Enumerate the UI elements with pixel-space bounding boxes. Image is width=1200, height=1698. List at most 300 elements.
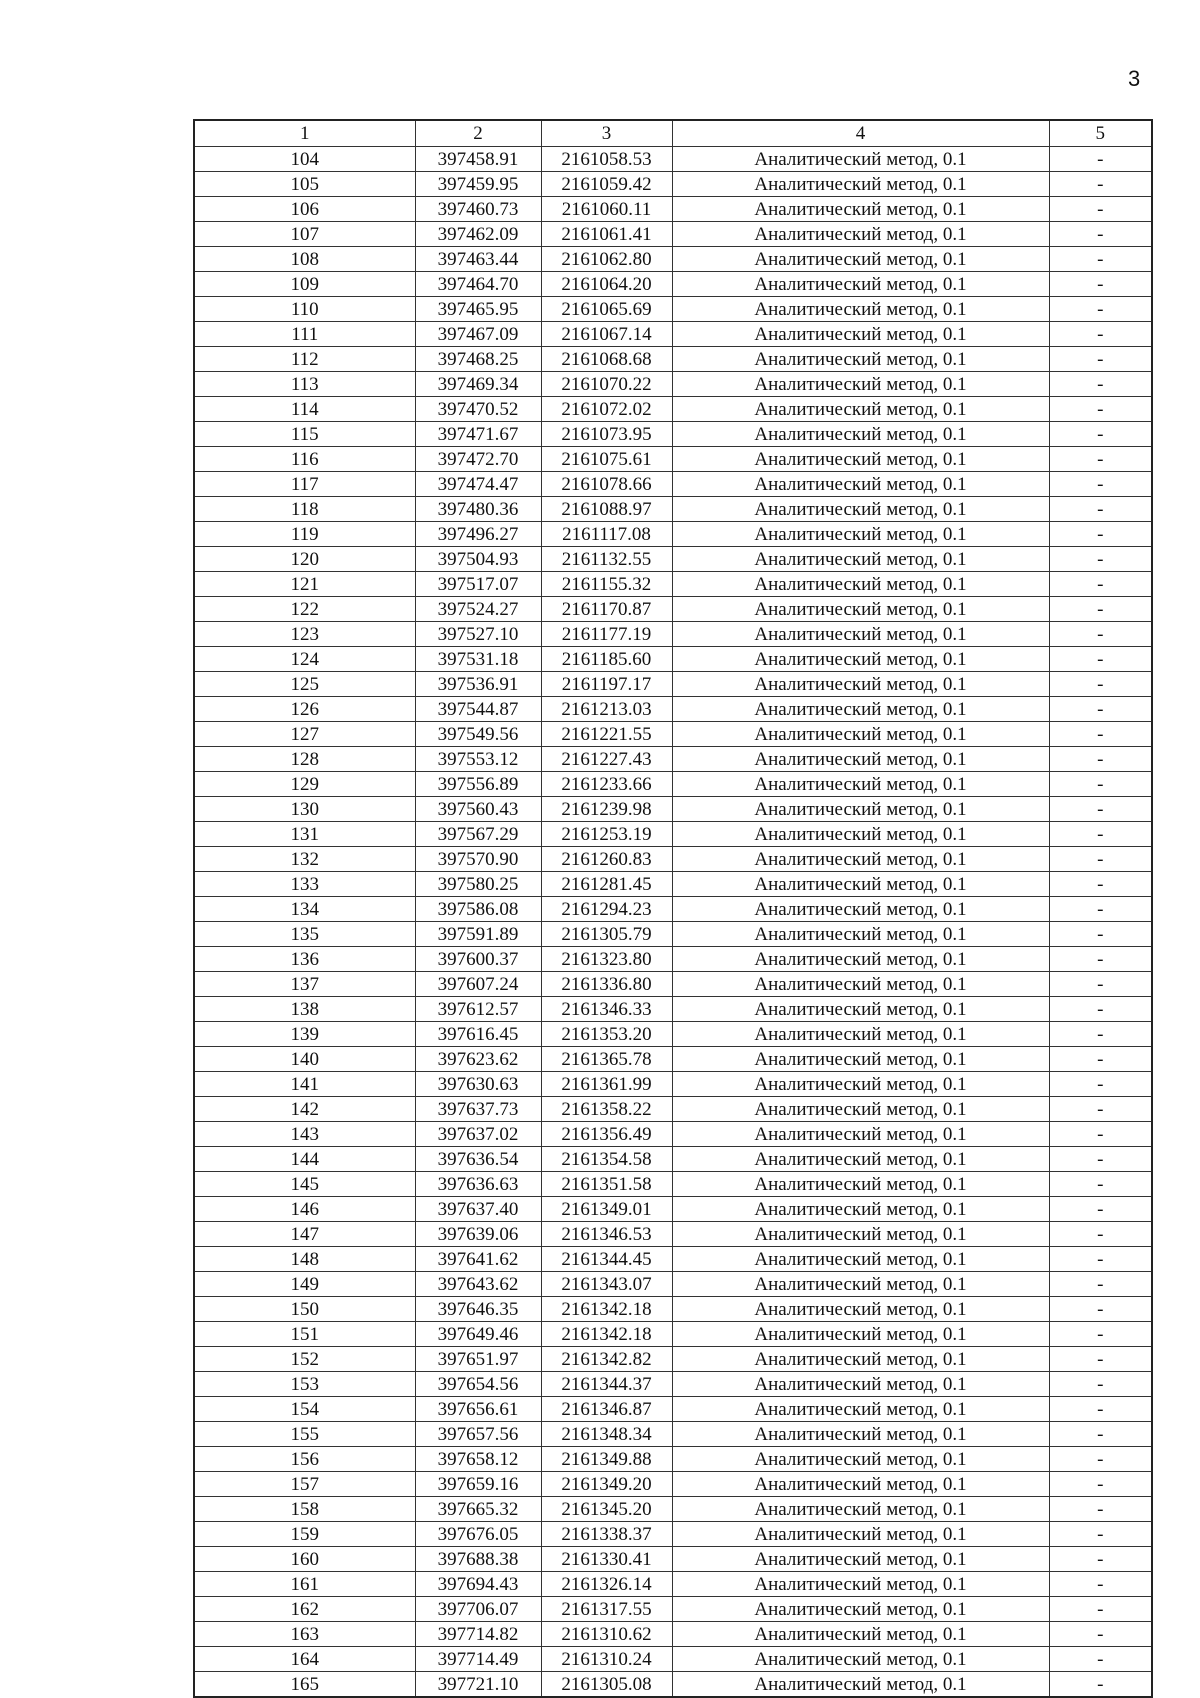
y-coordinate-cell: 2161253.19 [541, 822, 672, 847]
y-coordinate-cell: 2161075.61 [541, 447, 672, 472]
x-coordinate-cell: 397458.91 [415, 147, 541, 172]
x-coordinate-cell: 397600.37 [415, 947, 541, 972]
table-row [194, 647, 1152, 672]
note-cell: - [1049, 922, 1152, 947]
method-cell: Аналитический метод, 0.1 [672, 1447, 1049, 1472]
point-number-cell: 114 [194, 397, 415, 422]
point-number-cell: 136 [194, 947, 415, 972]
note-cell: - [1049, 372, 1152, 397]
table-row [194, 547, 1152, 572]
point-number-cell: 158 [194, 1497, 415, 1522]
method-cell: Аналитический метод, 0.1 [672, 1222, 1049, 1247]
method-cell: Аналитический метод, 0.1 [672, 1347, 1049, 1372]
point-number-cell: 105 [194, 172, 415, 197]
table-row [194, 922, 1152, 947]
point-number-cell: 160 [194, 1547, 415, 1572]
y-coordinate-cell: 2161349.01 [541, 1197, 672, 1222]
y-coordinate-cell: 2161155.32 [541, 572, 672, 597]
table-row [194, 1147, 1152, 1172]
note-cell: - [1049, 1072, 1152, 1097]
method-cell: Аналитический метод, 0.1 [672, 1572, 1049, 1597]
y-coordinate-cell: 2161349.88 [541, 1447, 672, 1472]
note-cell: - [1049, 1172, 1152, 1197]
x-coordinate-cell: 397643.62 [415, 1272, 541, 1297]
note-cell: - [1049, 1497, 1152, 1522]
x-coordinate-cell: 397459.95 [415, 172, 541, 197]
note-cell: - [1049, 972, 1152, 997]
point-number-cell: 165 [194, 1672, 415, 1698]
y-coordinate-cell: 2161227.43 [541, 747, 672, 772]
table-row [194, 1247, 1152, 1272]
method-cell: Аналитический метод, 0.1 [672, 247, 1049, 272]
point-number-cell: 162 [194, 1597, 415, 1622]
y-coordinate-cell: 2161072.02 [541, 397, 672, 422]
note-cell: - [1049, 247, 1152, 272]
method-cell: Аналитический метод, 0.1 [672, 897, 1049, 922]
y-coordinate-cell: 2161070.22 [541, 372, 672, 397]
y-coordinate-cell: 2161338.37 [541, 1522, 672, 1547]
point-number-cell: 108 [194, 247, 415, 272]
point-number-cell: 110 [194, 297, 415, 322]
y-coordinate-cell: 2161061.41 [541, 222, 672, 247]
note-cell: - [1049, 497, 1152, 522]
table-row [194, 1422, 1152, 1447]
y-coordinate-cell: 2161117.08 [541, 522, 672, 547]
table-row [194, 1447, 1152, 1472]
method-cell: Аналитический метод, 0.1 [672, 372, 1049, 397]
note-cell: - [1049, 822, 1152, 847]
note-cell: - [1049, 622, 1152, 647]
method-cell: Аналитический метод, 0.1 [672, 172, 1049, 197]
y-coordinate-cell: 2161177.19 [541, 622, 672, 647]
note-cell: - [1049, 947, 1152, 972]
point-number-cell: 126 [194, 697, 415, 722]
method-cell: Аналитический метод, 0.1 [672, 1597, 1049, 1622]
point-number-cell: 141 [194, 1072, 415, 1097]
point-number-cell: 113 [194, 372, 415, 397]
table-row [194, 322, 1152, 347]
table-row [194, 1347, 1152, 1372]
table-row [194, 372, 1152, 397]
table-row [194, 1672, 1152, 1698]
point-number-cell: 129 [194, 772, 415, 797]
method-cell: Аналитический метод, 0.1 [672, 1272, 1049, 1297]
method-cell: Аналитический метод, 0.1 [672, 847, 1049, 872]
x-coordinate-cell: 397706.07 [415, 1597, 541, 1622]
note-cell: - [1049, 222, 1152, 247]
table-row [194, 347, 1152, 372]
x-coordinate-cell: 397468.25 [415, 347, 541, 372]
method-cell: Аналитический метод, 0.1 [672, 1072, 1049, 1097]
x-coordinate-cell: 397467.09 [415, 322, 541, 347]
note-cell: - [1049, 1322, 1152, 1347]
table-row [194, 297, 1152, 322]
table-row [194, 722, 1152, 747]
method-cell: Аналитический метод, 0.1 [672, 722, 1049, 747]
table-row [194, 847, 1152, 872]
y-coordinate-cell: 2161281.45 [541, 872, 672, 897]
note-cell: - [1049, 1197, 1152, 1222]
method-cell: Аналитический метод, 0.1 [672, 1622, 1049, 1647]
method-cell: Аналитический метод, 0.1 [672, 1397, 1049, 1422]
point-number-cell: 149 [194, 1272, 415, 1297]
note-cell: - [1049, 722, 1152, 747]
y-coordinate-cell: 2161346.53 [541, 1222, 672, 1247]
note-cell: - [1049, 772, 1152, 797]
y-coordinate-cell: 2161068.68 [541, 347, 672, 372]
x-coordinate-cell: 397556.89 [415, 772, 541, 797]
y-coordinate-cell: 2161348.34 [541, 1422, 672, 1447]
y-coordinate-cell: 2161170.87 [541, 597, 672, 622]
column-header-1: 1 [194, 120, 415, 147]
point-number-cell: 124 [194, 647, 415, 672]
x-coordinate-cell: 397616.45 [415, 1022, 541, 1047]
method-cell: Аналитический метод, 0.1 [672, 1497, 1049, 1522]
method-cell: Аналитический метод, 0.1 [672, 1097, 1049, 1122]
point-number-cell: 131 [194, 822, 415, 847]
point-number-cell: 109 [194, 272, 415, 297]
note-cell: - [1049, 872, 1152, 897]
note-cell: - [1049, 297, 1152, 322]
y-coordinate-cell: 2161326.14 [541, 1572, 672, 1597]
column-header-2: 2 [415, 120, 541, 147]
table-header [194, 120, 1152, 147]
point-number-cell: 123 [194, 622, 415, 647]
y-coordinate-cell: 2161351.58 [541, 1172, 672, 1197]
table-row [194, 1372, 1152, 1397]
point-number-cell: 130 [194, 797, 415, 822]
x-coordinate-cell: 397646.35 [415, 1297, 541, 1322]
note-cell: - [1049, 897, 1152, 922]
table-row [194, 447, 1152, 472]
point-number-cell: 144 [194, 1147, 415, 1172]
table-row [194, 1297, 1152, 1322]
point-number-cell: 107 [194, 222, 415, 247]
note-cell: - [1049, 522, 1152, 547]
point-number-cell: 142 [194, 1097, 415, 1122]
x-coordinate-cell: 397524.27 [415, 597, 541, 622]
note-cell: - [1049, 1272, 1152, 1297]
method-cell: Аналитический метод, 0.1 [672, 197, 1049, 222]
note-cell: - [1049, 1522, 1152, 1547]
note-cell: - [1049, 1397, 1152, 1422]
table-row [194, 897, 1152, 922]
y-coordinate-cell: 2161356.49 [541, 1122, 672, 1147]
method-cell: Аналитический метод, 0.1 [672, 1122, 1049, 1147]
point-number-cell: 135 [194, 922, 415, 947]
table-row [194, 1222, 1152, 1247]
y-coordinate-cell: 2161344.37 [541, 1372, 672, 1397]
point-number-cell: 145 [194, 1172, 415, 1197]
y-coordinate-cell: 2161330.41 [541, 1547, 672, 1572]
point-number-cell: 112 [194, 347, 415, 372]
table-row [194, 247, 1152, 272]
x-coordinate-cell: 397527.10 [415, 622, 541, 647]
point-number-cell: 119 [194, 522, 415, 547]
x-coordinate-cell: 397659.16 [415, 1472, 541, 1497]
note-cell: - [1049, 1222, 1152, 1247]
point-number-cell: 153 [194, 1372, 415, 1397]
method-cell: Аналитический метод, 0.1 [672, 572, 1049, 597]
method-cell: Аналитический метод, 0.1 [672, 547, 1049, 572]
note-cell: - [1049, 272, 1152, 297]
y-coordinate-cell: 2161305.08 [541, 1672, 672, 1698]
point-number-cell: 164 [194, 1647, 415, 1672]
x-coordinate-cell: 397536.91 [415, 672, 541, 697]
x-coordinate-cell: 397517.07 [415, 572, 541, 597]
table-row [194, 147, 1152, 172]
note-cell: - [1049, 647, 1152, 672]
x-coordinate-cell: 397549.56 [415, 722, 541, 747]
column-header-5: 5 [1049, 120, 1152, 147]
point-number-cell: 127 [194, 722, 415, 747]
table-row [194, 1522, 1152, 1547]
y-coordinate-cell: 2161062.80 [541, 247, 672, 272]
y-coordinate-cell: 2161336.80 [541, 972, 672, 997]
note-cell: - [1049, 747, 1152, 772]
x-coordinate-cell: 397641.62 [415, 1247, 541, 1272]
point-number-cell: 150 [194, 1297, 415, 1322]
note-cell: - [1049, 847, 1152, 872]
y-coordinate-cell: 2161221.55 [541, 722, 672, 747]
note-cell: - [1049, 147, 1152, 172]
x-coordinate-cell: 397714.49 [415, 1647, 541, 1672]
y-coordinate-cell: 2161346.33 [541, 997, 672, 1022]
x-coordinate-cell: 397721.10 [415, 1672, 541, 1698]
note-cell: - [1049, 1422, 1152, 1447]
method-cell: Аналитический метод, 0.1 [672, 1047, 1049, 1072]
table-row [194, 972, 1152, 997]
point-number-cell: 152 [194, 1347, 415, 1372]
point-number-cell: 154 [194, 1397, 415, 1422]
x-coordinate-cell: 397560.43 [415, 797, 541, 822]
point-number-cell: 117 [194, 472, 415, 497]
y-coordinate-cell: 2161239.98 [541, 797, 672, 822]
table-row [194, 1547, 1152, 1572]
method-cell: Аналитический метод, 0.1 [672, 322, 1049, 347]
y-coordinate-cell: 2161260.83 [541, 847, 672, 872]
table-row [194, 1197, 1152, 1222]
method-cell: Аналитический метод, 0.1 [672, 222, 1049, 247]
note-cell: - [1049, 472, 1152, 497]
method-cell: Аналитический метод, 0.1 [672, 1297, 1049, 1322]
method-cell: Аналитический метод, 0.1 [672, 1197, 1049, 1222]
x-coordinate-cell: 397688.38 [415, 1547, 541, 1572]
note-cell: - [1049, 997, 1152, 1022]
note-cell: - [1049, 797, 1152, 822]
point-number-cell: 121 [194, 572, 415, 597]
y-coordinate-cell: 2161078.66 [541, 472, 672, 497]
method-cell: Аналитический метод, 0.1 [672, 972, 1049, 997]
method-cell: Аналитический метод, 0.1 [672, 872, 1049, 897]
method-cell: Аналитический метод, 0.1 [672, 472, 1049, 497]
note-cell: - [1049, 1347, 1152, 1372]
method-cell: Аналитический метод, 0.1 [672, 697, 1049, 722]
method-cell: Аналитический метод, 0.1 [672, 522, 1049, 547]
note-cell: - [1049, 1047, 1152, 1072]
table-row [194, 1397, 1152, 1422]
y-coordinate-cell: 2161310.24 [541, 1647, 672, 1672]
table-row [194, 597, 1152, 622]
page-number: 3 [1128, 66, 1141, 91]
table-row [194, 1097, 1152, 1122]
x-coordinate-cell: 397651.97 [415, 1347, 541, 1372]
note-cell: - [1049, 672, 1152, 697]
method-cell: Аналитический метод, 0.1 [672, 1322, 1049, 1347]
point-number-cell: 120 [194, 547, 415, 572]
y-coordinate-cell: 2161058.53 [541, 147, 672, 172]
method-cell: Аналитический метод, 0.1 [672, 272, 1049, 297]
x-coordinate-cell: 397612.57 [415, 997, 541, 1022]
method-cell: Аналитический метод, 0.1 [672, 297, 1049, 322]
method-cell: Аналитический метод, 0.1 [672, 497, 1049, 522]
note-cell: - [1049, 1297, 1152, 1322]
method-cell: Аналитический метод, 0.1 [672, 1647, 1049, 1672]
table-row [194, 947, 1152, 972]
point-number-cell: 138 [194, 997, 415, 1022]
y-coordinate-cell: 2161088.97 [541, 497, 672, 522]
point-number-cell: 111 [194, 322, 415, 347]
column-header-3: 3 [541, 120, 672, 147]
x-coordinate-cell: 397676.05 [415, 1522, 541, 1547]
table-row [194, 397, 1152, 422]
y-coordinate-cell: 2161064.20 [541, 272, 672, 297]
y-coordinate-cell: 2161294.23 [541, 897, 672, 922]
note-cell: - [1049, 347, 1152, 372]
x-coordinate-cell: 397714.82 [415, 1622, 541, 1647]
x-coordinate-cell: 397623.62 [415, 1047, 541, 1072]
point-number-cell: 156 [194, 1447, 415, 1472]
y-coordinate-cell: 2161344.45 [541, 1247, 672, 1272]
point-number-cell: 159 [194, 1522, 415, 1547]
x-coordinate-cell: 397607.24 [415, 972, 541, 997]
y-coordinate-cell: 2161361.99 [541, 1072, 672, 1097]
note-cell: - [1049, 1447, 1152, 1472]
point-number-cell: 157 [194, 1472, 415, 1497]
table-body [194, 147, 1152, 1698]
table-row [194, 1572, 1152, 1597]
note-cell: - [1049, 572, 1152, 597]
x-coordinate-cell: 397462.09 [415, 222, 541, 247]
method-cell: Аналитический метод, 0.1 [672, 597, 1049, 622]
y-coordinate-cell: 2161305.79 [541, 922, 672, 947]
point-number-cell: 137 [194, 972, 415, 997]
method-cell: Аналитический метод, 0.1 [672, 397, 1049, 422]
x-coordinate-cell: 397544.87 [415, 697, 541, 722]
method-cell: Аналитический метод, 0.1 [672, 1422, 1049, 1447]
note-cell: - [1049, 1372, 1152, 1397]
point-number-cell: 125 [194, 672, 415, 697]
x-coordinate-cell: 397469.34 [415, 372, 541, 397]
table-row [194, 1022, 1152, 1047]
method-cell: Аналитический метод, 0.1 [672, 672, 1049, 697]
y-coordinate-cell: 2161197.17 [541, 672, 672, 697]
table-row [194, 1172, 1152, 1197]
table-row [194, 172, 1152, 197]
x-coordinate-cell: 397496.27 [415, 522, 541, 547]
table-row [194, 422, 1152, 447]
x-coordinate-cell: 397636.54 [415, 1147, 541, 1172]
method-cell: Аналитический метод, 0.1 [672, 1372, 1049, 1397]
y-coordinate-cell: 2161073.95 [541, 422, 672, 447]
y-coordinate-cell: 2161185.60 [541, 647, 672, 672]
point-number-cell: 143 [194, 1122, 415, 1147]
point-number-cell: 133 [194, 872, 415, 897]
table-row [194, 1497, 1152, 1522]
x-coordinate-cell: 397480.36 [415, 497, 541, 522]
table-row [194, 1322, 1152, 1347]
y-coordinate-cell: 2161342.18 [541, 1322, 672, 1347]
y-coordinate-cell: 2161233.66 [541, 772, 672, 797]
x-coordinate-cell: 397586.08 [415, 897, 541, 922]
method-cell: Аналитический метод, 0.1 [672, 947, 1049, 972]
note-cell: - [1049, 1547, 1152, 1572]
x-coordinate-cell: 397567.29 [415, 822, 541, 847]
table-row [194, 797, 1152, 822]
method-cell: Аналитический метод, 0.1 [672, 1172, 1049, 1197]
method-cell: Аналитический метод, 0.1 [672, 1672, 1049, 1698]
x-coordinate-cell: 397570.90 [415, 847, 541, 872]
note-cell: - [1049, 547, 1152, 572]
table-row [194, 622, 1152, 647]
x-coordinate-cell: 397656.61 [415, 1397, 541, 1422]
table-row [194, 522, 1152, 547]
y-coordinate-cell: 2161323.80 [541, 947, 672, 972]
method-cell: Аналитический метод, 0.1 [672, 747, 1049, 772]
y-coordinate-cell: 2161067.14 [541, 322, 672, 347]
x-coordinate-cell: 397472.70 [415, 447, 541, 472]
point-number-cell: 155 [194, 1422, 415, 1447]
note-cell: - [1049, 1622, 1152, 1647]
y-coordinate-cell: 2161354.58 [541, 1147, 672, 1172]
table-row [194, 222, 1152, 247]
point-number-cell: 128 [194, 747, 415, 772]
x-coordinate-cell: 397654.56 [415, 1372, 541, 1397]
note-cell: - [1049, 697, 1152, 722]
point-number-cell: 139 [194, 1022, 415, 1047]
x-coordinate-cell: 397504.93 [415, 547, 541, 572]
x-coordinate-cell: 397665.32 [415, 1497, 541, 1522]
point-number-cell: 134 [194, 897, 415, 922]
table-row [194, 672, 1152, 697]
method-cell: Аналитический метод, 0.1 [672, 422, 1049, 447]
y-coordinate-cell: 2161342.18 [541, 1297, 672, 1322]
note-cell: - [1049, 322, 1152, 347]
note-cell: - [1049, 1147, 1152, 1172]
table-row [194, 497, 1152, 522]
table-row [194, 772, 1152, 797]
point-number-cell: 161 [194, 1572, 415, 1597]
y-coordinate-cell: 2161213.03 [541, 697, 672, 722]
method-cell: Аналитический метод, 0.1 [672, 622, 1049, 647]
table-row [194, 822, 1152, 847]
x-coordinate-cell: 397637.40 [415, 1197, 541, 1222]
header-row [194, 120, 1152, 147]
x-coordinate-cell: 397591.89 [415, 922, 541, 947]
x-coordinate-cell: 397463.44 [415, 247, 541, 272]
column-header-4: 4 [672, 120, 1049, 147]
point-number-cell: 122 [194, 597, 415, 622]
y-coordinate-cell: 2161342.82 [541, 1347, 672, 1372]
x-coordinate-cell: 397471.67 [415, 422, 541, 447]
table-row [194, 197, 1152, 222]
point-number-cell: 151 [194, 1322, 415, 1347]
table-row [194, 1622, 1152, 1647]
note-cell: - [1049, 1022, 1152, 1047]
x-coordinate-cell: 397474.47 [415, 472, 541, 497]
y-coordinate-cell: 2161065.69 [541, 297, 672, 322]
table-row [194, 697, 1152, 722]
